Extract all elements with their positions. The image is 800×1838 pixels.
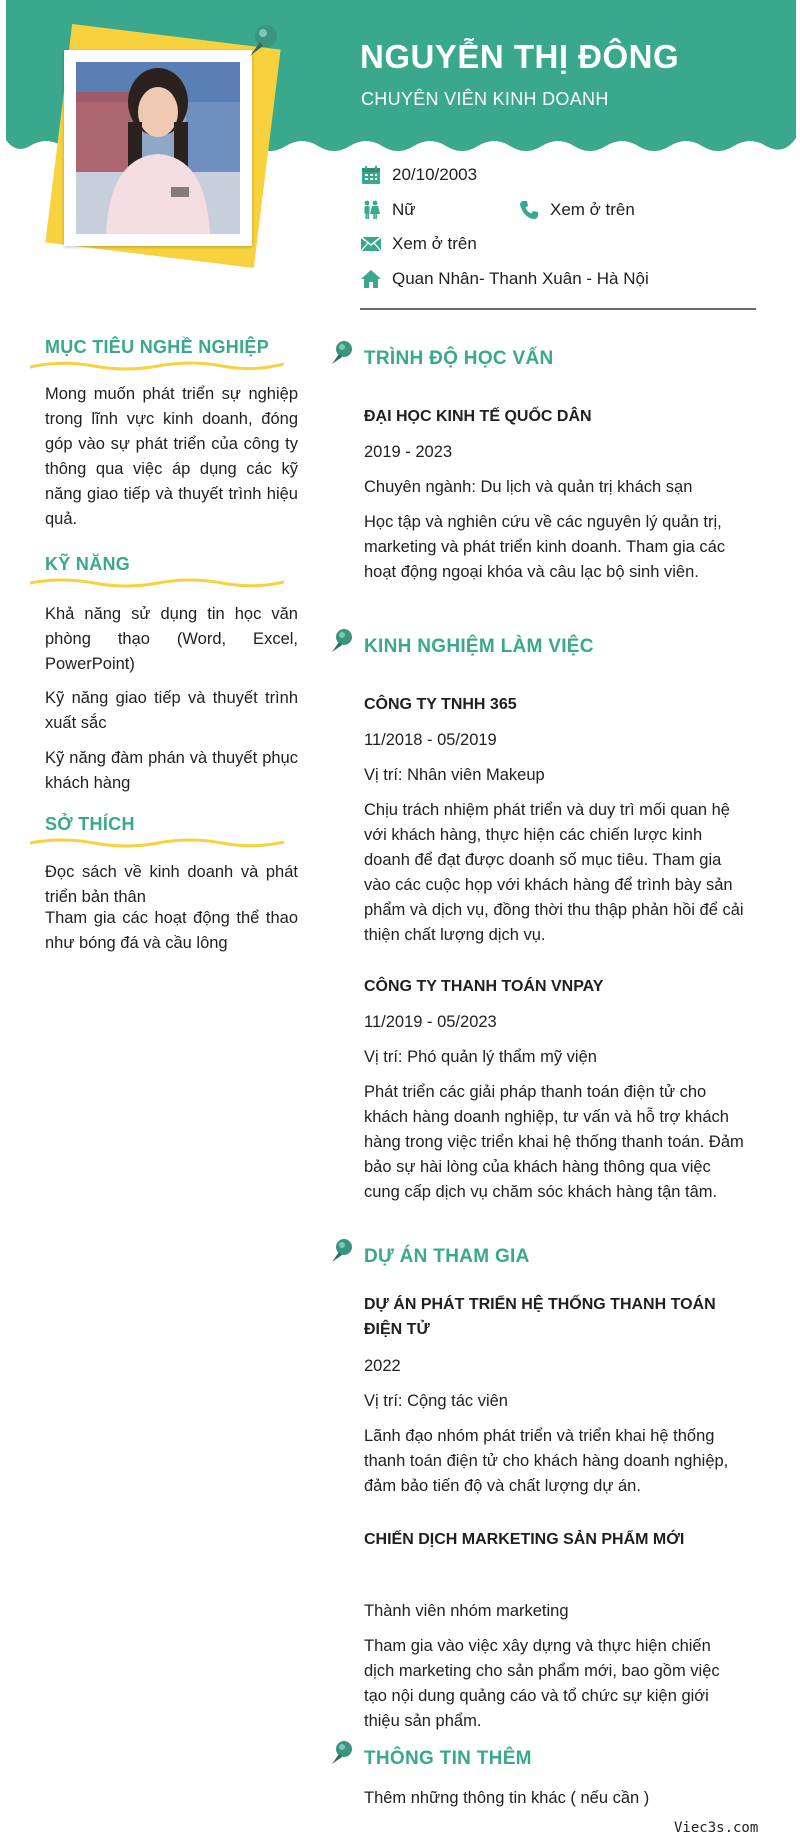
education-period: 2019 - 2023 bbox=[364, 443, 453, 461]
objective-underline bbox=[30, 360, 284, 372]
pushpin-icon bbox=[330, 1236, 358, 1264]
contact-phone bbox=[518, 199, 635, 221]
contact-address bbox=[360, 268, 649, 290]
skills-underline bbox=[30, 577, 284, 589]
job-period: 11/2019 - 05/2023 bbox=[364, 1013, 497, 1031]
project-role: Vị trí: Cộng tác viên bbox=[364, 1392, 508, 1410]
additional-text: Thêm những thông tin khác ( nếu cần ) bbox=[364, 1789, 650, 1807]
skills-heading: KỸ NĂNG bbox=[45, 554, 131, 574]
skill-item: Kỹ năng giao tiếp và thuyết trình xuất sắc bbox=[45, 689, 298, 732]
phone-value: Xem ở trên bbox=[550, 200, 635, 219]
school-name: ĐẠI HỌC KINH TẾ QUỐC DÂN bbox=[364, 408, 592, 425]
hobby-item: Đọc sách về kinh doanh và phát triển bản thân bbox=[45, 863, 298, 906]
avatar bbox=[76, 62, 240, 234]
job-period: 11/2018 - 05/2019 bbox=[364, 731, 497, 749]
hobbies-underline bbox=[30, 837, 284, 849]
projects-heading: DỰ ÁN THAM GIA bbox=[364, 1246, 530, 1267]
job-position: Vị trí: Nhân viên Makeup bbox=[364, 766, 545, 784]
project-name: DỰ ÁN PHÁT TRIỂN HỆ THỐNG THANH TOÁN ĐIỆN TỬ bbox=[364, 1296, 716, 1338]
education-major: Chuyên ngành: Du lịch và quản trị khách sạn bbox=[364, 478, 693, 496]
job-position: Vị trí: Phó quản lý thẩm mỹ viện bbox=[364, 1048, 597, 1066]
pushpin-icon bbox=[330, 626, 358, 654]
project-description: Tham gia vào việc xây dựng và thực hiện chiến dịch marketing cho sản phẩm mới, bao gồm việc tạo nội dung quảng cáo và tổ chức sự kiện giới thiệu sản phẩm. bbox=[364, 1637, 720, 1730]
additional-heading: THÔNG TIN THÊM bbox=[364, 1748, 532, 1769]
birthday-value: 20/10/2003 bbox=[392, 165, 478, 184]
job-company: CÔNG TY THANH TOÁN VNPAY bbox=[364, 978, 604, 995]
hobbies-heading: SỞ THÍCH bbox=[45, 814, 135, 834]
email-value: Xem ở trên bbox=[392, 234, 477, 253]
education-description: Học tập và nghiên cứu về các nguyên lý quản trị, marketing và phát triển kinh doanh. Tham gia các hoạt động ngoại khóa và câu lạc bộ sinh viên. bbox=[364, 513, 726, 581]
calendar-icon bbox=[360, 164, 382, 186]
person-name: NGUYỄN THỊ ĐÔNG bbox=[360, 38, 680, 75]
project-name: CHIẾN DỊCH MARKETING SẢN PHẨM MỚI bbox=[364, 1531, 685, 1548]
skill-item: Khả năng sử dụng tin học văn phòng thạo (Word, Excel, PowerPoint) bbox=[45, 605, 298, 673]
mail-icon bbox=[360, 233, 382, 255]
job-description: Phát triển các giải pháp thanh toán điện tử cho khách hàng doanh nghiệp, tư vấn và hỗ trợ khách hàng trong việc triển khai hệ thống thanh toán. Đảm bảo sự hài lòng của khách hàng thông qua việc cung cấp dịch vụ chăm sóc khách hàng tận tâm. bbox=[364, 1083, 744, 1201]
home-icon bbox=[360, 268, 382, 290]
project-role: Thành viên nhóm marketing bbox=[364, 1602, 569, 1620]
contact-gender bbox=[360, 199, 416, 221]
job-company: CÔNG TY TNHH 365 bbox=[364, 696, 517, 713]
project-year: 2022 bbox=[364, 1357, 401, 1375]
photo-frame bbox=[64, 50, 252, 246]
pushpin-icon bbox=[244, 22, 284, 67]
education-heading: TRÌNH ĐỘ HỌC VẤN bbox=[364, 348, 554, 369]
job-description: Chịu trách nhiệm phát triển và duy trì mối quan hệ với khách hàng, thực hiện các chiến lược kinh doanh để đạt được doanh số mục tiêu. Tham gia vào các cuộc họp với khách hàng để trình bày sản phẩm và dịch vụ, đồng thời thu thập phản hồi để cải thiện chất lượng dịch vụ. bbox=[364, 801, 744, 944]
phone-icon bbox=[518, 199, 540, 221]
contact-divider bbox=[360, 308, 756, 310]
skill-item: Kỹ năng đàm phán và thuyết phục khách hàng bbox=[45, 749, 298, 792]
address-value: Quan Nhân- Thanh Xuân - Hà Nội bbox=[392, 269, 649, 288]
footer-brand[interactable]: Viec3s.com bbox=[674, 1820, 759, 1836]
gender-value: Nữ bbox=[392, 200, 416, 219]
job-title: CHUYÊN VIÊN KINH DOANH bbox=[361, 89, 609, 109]
pushpin-icon bbox=[330, 338, 358, 366]
project-description: Lãnh đạo nhóm phát triển và triển khai hệ thống thanh toán điện tử cho khách hàng doanh nghiệp, đảm bảo tiến độ và chất lượng dự án. bbox=[364, 1427, 729, 1495]
profile-photo-area bbox=[48, 28, 298, 278]
contact-birthday bbox=[360, 164, 477, 186]
experience-heading: KINH NGHIỆM LÀM VIỆC bbox=[364, 636, 594, 657]
objective-text: Mong muốn phát triển sự nghiệp trong lĩnh vực kinh doanh, đóng góp vào sự phát triển của công ty thông qua việc áp dụng các kỹ năng giao tiếp và thuyết trình hiệu quả. bbox=[45, 385, 298, 528]
gender-icon bbox=[360, 199, 382, 221]
hobby-item: Tham gia các hoạt động thể thao như bóng đá và cầu lông bbox=[45, 909, 298, 952]
contact-email bbox=[360, 233, 477, 255]
objective-heading: MỤC TIÊU NGHỀ NGHIỆP bbox=[45, 337, 270, 357]
pushpin-icon bbox=[330, 1738, 358, 1766]
